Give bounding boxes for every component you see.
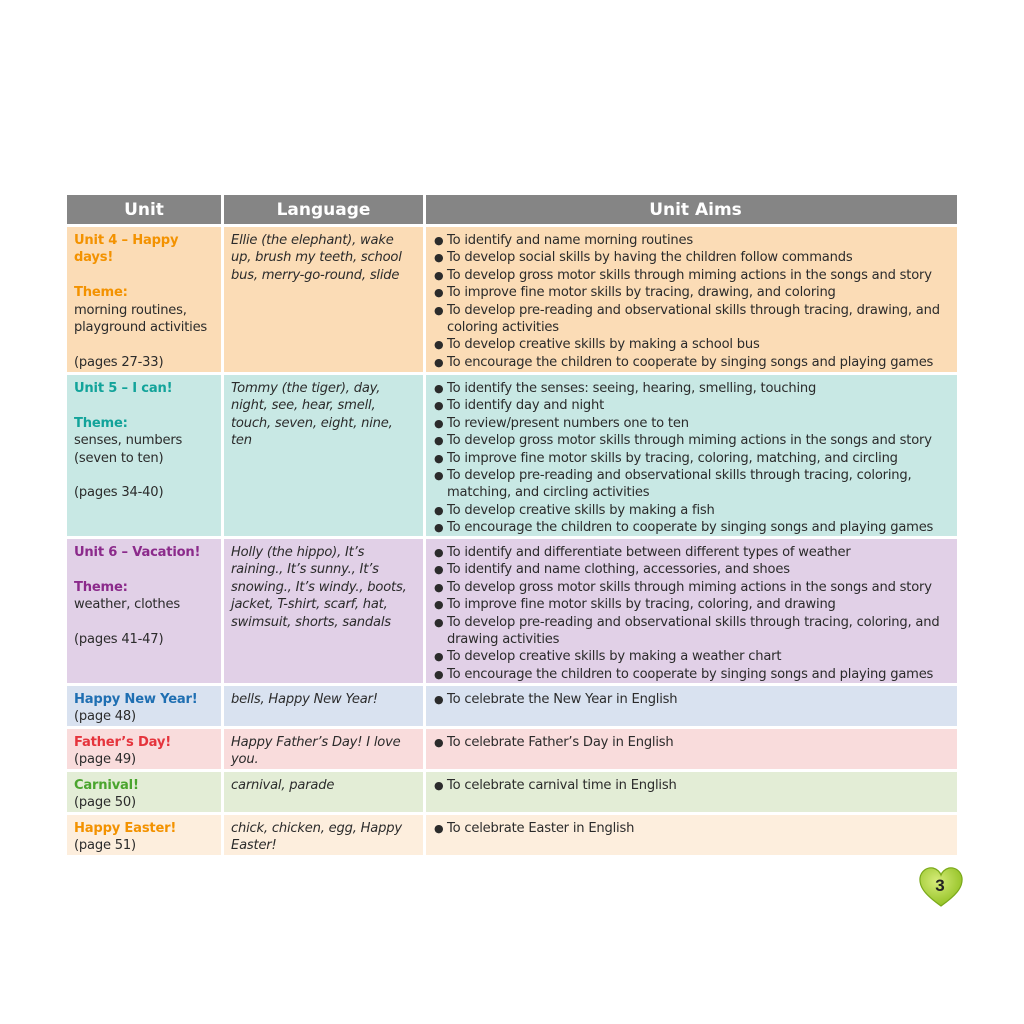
bullet-icon: ● (434, 667, 444, 681)
aims-cell (426, 686, 957, 726)
bullet-icon: ● (434, 822, 444, 835)
aim-item: ● To encourage the children to cooperate by singing songs and playing games (434, 354, 934, 370)
unit-pages: (page 48) (74, 709, 136, 725)
bullet-icon: ● (434, 469, 444, 483)
aim-item: ● To develop gross motor skills through miming actions in the songs and story (434, 433, 932, 449)
bullet-icon: ● (434, 434, 444, 448)
language-cell: carnival, parade (224, 772, 426, 812)
unit-title: Father’s Day! (74, 735, 172, 750)
bullet-icon: ● (434, 399, 444, 413)
theme-text: weather, clothes (74, 597, 180, 613)
bullet-icon: ● (434, 693, 444, 706)
aim-item: ● To develop gross motor skills through miming actions in the songs and story (434, 267, 932, 283)
language-cell: Tommy (the tiger), day, night, see, hear, smell, touch, seven, eight, nine, ten (224, 375, 426, 536)
theme-text: senses, numbers (74, 433, 183, 449)
language-cell: bells, Happy New Year! (224, 686, 426, 726)
table-row (67, 812, 957, 855)
aim-item: ● To improve fine motor skills by tracing, coloring, matching, and circling (434, 450, 898, 466)
aim-item: ● To improve fine motor skills by tracing, drawing, and coloring (434, 285, 836, 301)
bullet-icon: ● (434, 451, 444, 465)
aim-item: ● To encourage the children to cooperate by singing songs and playing games (434, 520, 934, 536)
aim-item: ● To develop pre-reading and observational skills through tracing, drawing, and coloring activities (434, 302, 940, 336)
bullet-icon: ● (434, 736, 444, 749)
bullet-icon: ● (434, 779, 444, 792)
table-row (67, 769, 957, 812)
bullet-icon: ● (434, 251, 444, 265)
unit-cell (67, 815, 224, 855)
theme-label: Theme: (74, 415, 128, 431)
header-language: Language (224, 195, 426, 224)
language-cell: Ellie (the elephant), wake up, brush my teeth, school bus, merry-go-round, slide (224, 227, 426, 372)
aim-item: ● To identify day and night (434, 398, 605, 414)
unit-pages: (page 50) (74, 795, 136, 811)
unit-title: Unit 4 – Happy days! (74, 233, 179, 266)
bullet-icon: ● (434, 303, 444, 317)
aim-item: ● To develop pre-reading and observational skills through tracing, coloring, matching, and circling activities (434, 468, 912, 501)
table-row (67, 224, 957, 372)
bullet-icon: ● (434, 382, 444, 395)
language-cell: chick, chicken, egg, Happy Easter! (224, 815, 426, 855)
bullet-icon: ● (434, 234, 444, 247)
bullet-icon: ● (434, 503, 444, 517)
syllabus-table (67, 195, 957, 855)
unit-pages: (page 49) (74, 752, 136, 768)
table-row (67, 683, 957, 726)
unit-cell (67, 772, 224, 812)
aims-cell (426, 772, 957, 812)
aim-item: ● To celebrate Easter in English (434, 821, 635, 836)
bullet-icon: ● (434, 615, 444, 629)
unit-pages: (pages 41-47) (74, 632, 164, 647)
aim-item: ● To identify and differentiate between different types of weather (434, 545, 851, 560)
bullet-icon: ● (434, 546, 444, 559)
page-number: 3 (935, 876, 945, 895)
table-row (67, 536, 957, 683)
aim-item: ● To improve fine motor skills by tracing, coloring, and drawing (434, 597, 836, 613)
aim-item: ● To develop pre-reading and observational skills through tracing, coloring, and drawing activities (434, 614, 940, 648)
theme-text: (seven to ten) (74, 450, 164, 466)
table-header (67, 195, 957, 224)
header-unit-aims: Unit Aims (426, 195, 957, 224)
aim-item: ● To develop creative skills by making a fish (434, 502, 715, 518)
theme-label: Theme: (74, 579, 128, 595)
aims-cell (426, 375, 957, 536)
bullet-icon: ● (434, 563, 444, 577)
bullet-icon: ● (434, 580, 444, 594)
aim-item: ● To identify the senses: seeing, hearing, smelling, touching (434, 381, 817, 396)
bullet-icon: ● (434, 355, 444, 369)
unit-title: Unit 6 – Vacation! (74, 545, 201, 560)
unit-pages: (pages 27-33) (74, 354, 164, 370)
aims-cell (426, 539, 957, 683)
aim-item: ● To encourage the children to cooperate by singing songs and playing games (434, 666, 934, 682)
aims-cell (426, 729, 957, 769)
aims-cell (426, 815, 957, 855)
aim-item: ● To celebrate the New Year in English (434, 692, 678, 707)
theme-label: Theme: (74, 285, 128, 301)
theme-text: playground activities (74, 320, 208, 336)
aim-item: ● To review/present numbers one to ten (434, 415, 689, 431)
unit-cell (67, 539, 224, 683)
aim-item: ● To develop creative skills by making a school bus (434, 337, 760, 353)
unit-title: Carnival! (74, 778, 139, 793)
bullet-icon: ● (434, 286, 444, 300)
aim-item: ● To identify and name morning routines (434, 233, 693, 248)
bullet-icon: ● (434, 338, 444, 352)
unit-cell (67, 375, 224, 536)
aim-item: ● To celebrate carnival time in English (434, 778, 677, 793)
unit-cell (67, 227, 224, 372)
unit-cell (67, 729, 224, 769)
unit-cell (67, 686, 224, 726)
aim-item: ● To identify and name clothing, accessories, and shoes (434, 562, 790, 578)
bullet-icon: ● (434, 268, 444, 282)
aim-item: ● To develop creative skills by making a weather chart (434, 649, 782, 665)
theme-text: morning routines, (74, 302, 187, 318)
unit-title: Happy Easter! (74, 821, 177, 836)
unit-title: Unit 5 – I can! (74, 381, 173, 396)
aims-cell (426, 227, 957, 372)
table-row (67, 726, 957, 769)
bullet-icon: ● (434, 598, 444, 612)
unit-pages: (page 51) (74, 838, 136, 854)
unit-pages: (pages 34-40) (74, 485, 164, 501)
aim-item: ● To develop gross motor skills through miming actions in the songs and story (434, 579, 932, 595)
aim-item: ● To develop social skills by having the children follow commands (434, 250, 853, 266)
language-cell: Holly (the hippo), It’s raining., It’s sunny., It’s snowing., It’s windy., boots, jacket, T-shirt, scarf, hat, swimsuit, shorts, sandals (224, 539, 426, 683)
aim-item: ● To celebrate Father’s Day in English (434, 735, 674, 750)
bullet-icon: ● (434, 416, 444, 430)
bullet-icon: ● (434, 650, 444, 664)
bullet-icon: ● (434, 521, 444, 535)
language-cell: Happy Father’s Day! I love you. (224, 729, 426, 769)
table-row (67, 372, 957, 536)
header-unit: Unit (67, 195, 224, 224)
unit-title: Happy New Year! (74, 692, 198, 707)
